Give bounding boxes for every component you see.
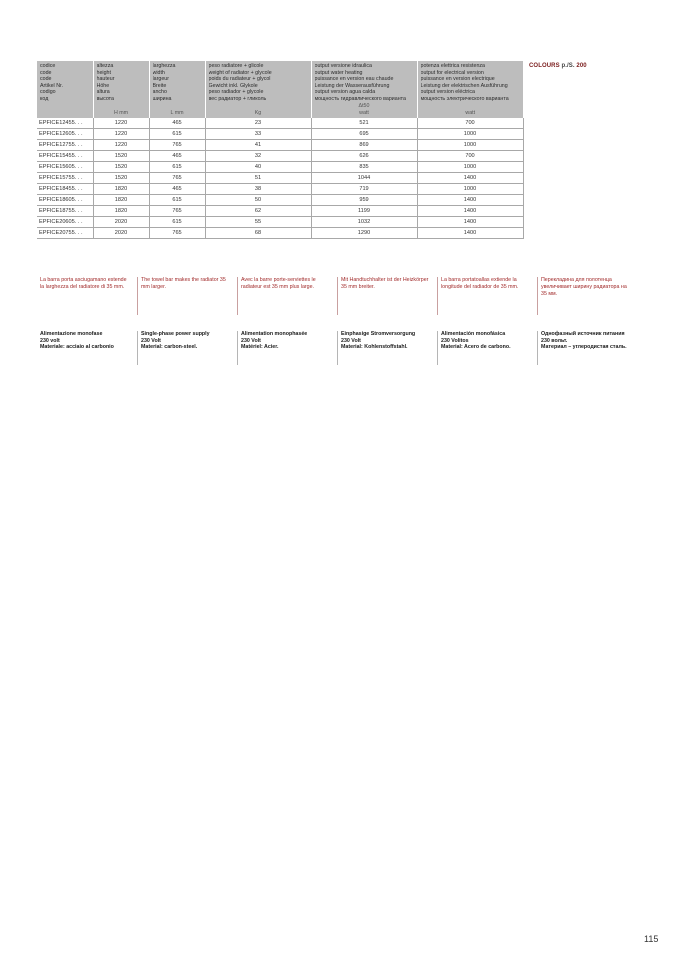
- cell-output-electric: 1400: [417, 195, 523, 206]
- table-header-row: [37, 61, 523, 103]
- table-row: [37, 195, 523, 206]
- table-row: [37, 217, 523, 228]
- cell-height: 1820: [93, 184, 149, 195]
- cell-weight: 41: [205, 140, 311, 151]
- cell-code: EPFICE12605. . .: [37, 129, 93, 140]
- colours-reference: [529, 63, 587, 69]
- table-row: [37, 173, 523, 184]
- unit-width: L mm: [149, 103, 205, 118]
- towel-bar-note-fr: Avec la barre porte-serviettes le radiateur est 35 mm plus large.: [237, 277, 333, 315]
- towel-bar-note-en: The towel bar makes the radiator 35 mm larger.: [137, 277, 233, 315]
- power-supply-ru: Однофазный источник питания 230 вольт. Материал – углеродистая сталь.: [537, 331, 636, 365]
- table-row: [37, 151, 523, 162]
- cell-weight: 32: [205, 151, 311, 162]
- cell-code: EPFICE18455. . .: [37, 184, 93, 195]
- cell-output-electric: 1400: [417, 173, 523, 184]
- header-code: codice code code Artikel Nr. codigo код: [37, 61, 93, 103]
- cell-output-water: 869: [311, 140, 417, 151]
- table-body: [37, 118, 523, 239]
- table-row: [37, 228, 523, 239]
- cell-output-electric: 1400: [417, 206, 523, 217]
- table-row: [37, 184, 523, 195]
- unit-output-water: Δt50 watt: [311, 103, 417, 118]
- header-width: larghezza width largeur Breite ancho ширина: [149, 61, 205, 103]
- cell-width: 615: [149, 129, 205, 140]
- cell-output-electric: 1000: [417, 129, 523, 140]
- cell-height: 1520: [93, 151, 149, 162]
- cell-code: EPFICE15455. . .: [37, 151, 93, 162]
- cell-output-water: 959: [311, 195, 417, 206]
- table-row: [37, 206, 523, 217]
- power-supply-en: Single-phase power supply 230 Volt Material: carbon-steel.: [137, 331, 236, 365]
- table-row: [37, 118, 523, 129]
- cell-width: 615: [149, 162, 205, 173]
- table-row: [37, 162, 523, 173]
- cell-output-electric: 700: [417, 118, 523, 129]
- cell-height: 1220: [93, 140, 149, 151]
- power-supply-it: Alimentazione monofase 230 volt Materiale: acciaio al carbonio: [40, 331, 114, 351]
- colours-page-number: 200: [576, 63, 587, 69]
- unit-output-electric: watt: [417, 103, 523, 118]
- spec-table: [37, 61, 524, 239]
- cell-code: EPFICE18755. . .: [37, 206, 93, 217]
- colours-label: COLOURS: [529, 63, 560, 69]
- cell-output-water: 719: [311, 184, 417, 195]
- cell-height: 2020: [93, 217, 149, 228]
- cell-code: EPFICE20755. . .: [37, 228, 93, 239]
- cell-output-water: 626: [311, 151, 417, 162]
- cell-width: 765: [149, 206, 205, 217]
- towel-bar-note-de: Mit Handtuchhalter ist der Heizkörper 35 mm breiter.: [337, 277, 433, 315]
- power-supply-de: Einphasige Stromversorgung 230 Volt Material: Kohlenstoffstahl.: [337, 331, 436, 365]
- cell-height: 1520: [93, 173, 149, 184]
- unit-weight: Kg: [205, 103, 311, 118]
- cell-height: 1820: [93, 206, 149, 217]
- unit-code: [37, 103, 93, 118]
- table-row: [37, 140, 523, 151]
- cell-code: EPFICE20605. . .: [37, 217, 93, 228]
- cell-output-water: 1290: [311, 228, 417, 239]
- table-row: [37, 129, 523, 140]
- cell-width: 615: [149, 217, 205, 228]
- cell-weight: 55: [205, 217, 311, 228]
- cell-height: 2020: [93, 228, 149, 239]
- cell-height: 1520: [93, 162, 149, 173]
- cell-weight: 40: [205, 162, 311, 173]
- cell-output-electric: 700: [417, 151, 523, 162]
- cell-code: EPFICE15605. . .: [37, 162, 93, 173]
- table-units-row: [37, 103, 523, 118]
- cell-height: 1820: [93, 195, 149, 206]
- cell-output-electric: 1400: [417, 228, 523, 239]
- cell-width: 465: [149, 151, 205, 162]
- cell-weight: 38: [205, 184, 311, 195]
- cell-weight: 50: [205, 195, 311, 206]
- cell-output-water: 1199: [311, 206, 417, 217]
- cell-width: 765: [149, 140, 205, 151]
- colours-page-prefix: p./S.: [559, 63, 577, 69]
- power-supply-es: Alimentación monofásica 230 Volitos Material: Acero de carbono.: [437, 331, 536, 365]
- cell-height: 1220: [93, 129, 149, 140]
- header-output-water: output versione idraulica output water heating puissance en version eau chaude Leistung der Wasserausführung output version agua calda мощность гидравлического варианта: [311, 61, 417, 103]
- cell-width: 765: [149, 173, 205, 184]
- cell-output-electric: 1400: [417, 217, 523, 228]
- unit-height: H mm: [93, 103, 149, 118]
- cell-output-electric: 1000: [417, 184, 523, 195]
- towel-bar-note-it: La barra porta asciugamano estende la larghezza del radiatore di 35 mm.: [40, 277, 127, 290]
- cell-width: 615: [149, 195, 205, 206]
- cell-output-water: 695: [311, 129, 417, 140]
- towel-bar-note-es: La barra portatoallas extiende la longitude del radiador de 35 mm.: [437, 277, 533, 315]
- cell-code: EPFICE12755. . .: [37, 140, 93, 151]
- cell-output-water: 521: [311, 118, 417, 129]
- cell-output-electric: 1000: [417, 140, 523, 151]
- power-supply-fr: Alimentation monophasée 230 Volt Matériel: Acier.: [237, 331, 336, 365]
- cell-weight: 23: [205, 118, 311, 129]
- header-output-electric: potenza elettrica resistenza output for electrical version puissance en version electrique Leistung der elektrischen Ausführung output version eléctrica мощность электрического варианта: [417, 61, 523, 103]
- cell-width: 465: [149, 184, 205, 195]
- towel-bar-note-ru: Перекладина для полотенца увеличивает ширину радиатора на 35 мм.: [537, 277, 633, 315]
- cell-output-water: 835: [311, 162, 417, 173]
- cell-output-electric: 1000: [417, 162, 523, 173]
- cell-output-water: 1044: [311, 173, 417, 184]
- cell-output-water: 1032: [311, 217, 417, 228]
- cell-code: EPFICE18605. . .: [37, 195, 93, 206]
- cell-width: 765: [149, 228, 205, 239]
- cell-weight: 68: [205, 228, 311, 239]
- cell-weight: 51: [205, 173, 311, 184]
- cell-code: EPFICE12455. . .: [37, 118, 93, 129]
- cell-weight: 33: [205, 129, 311, 140]
- cell-code: EPFICE15755. . .: [37, 173, 93, 184]
- header-height: altezza height hauteur Höhe altura высота: [93, 61, 149, 103]
- page-number: 115: [644, 934, 659, 944]
- header-weight: peso radiatore + glicole weight of radiator + glycole poids du radiateur + glycol Gewicht inkl. Glykole peso radiador + glycole вес радиатор + гликоль: [205, 61, 311, 103]
- cell-weight: 62: [205, 206, 311, 217]
- cell-width: 465: [149, 118, 205, 129]
- cell-height: 1220: [93, 118, 149, 129]
